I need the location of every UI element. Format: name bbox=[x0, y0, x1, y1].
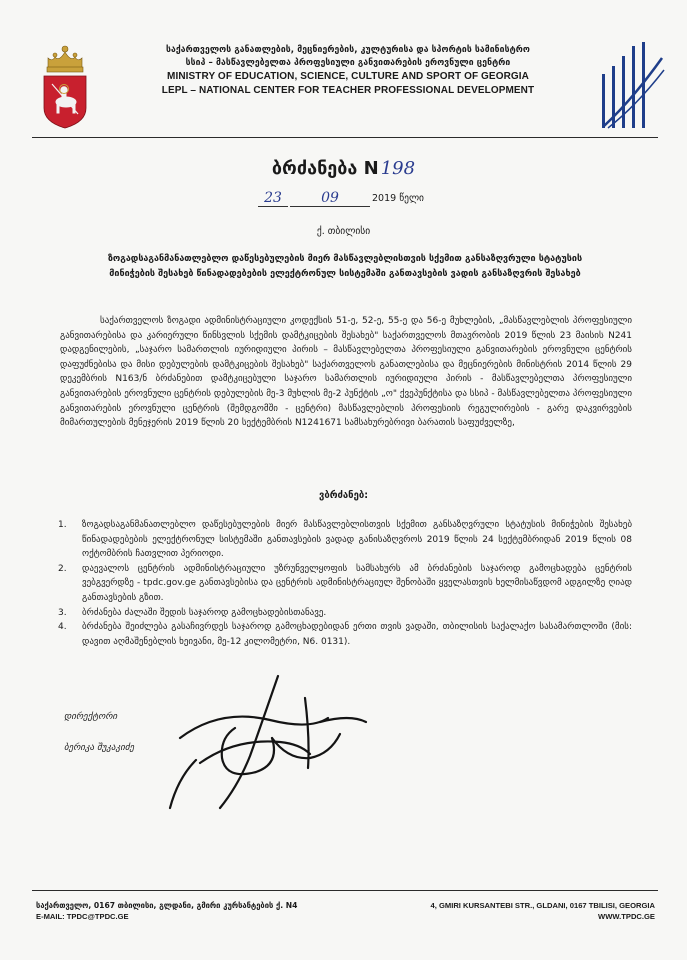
decree-item-number: 1. bbox=[58, 520, 67, 530]
decree-item-text: ბრძანება შეიძლება გასაჩივრდეს საჯაროდ გამოცხადებიდან ერთი თვის ვადაში, თბილისის საქალაქო სასამართლოში (მის: დავით აღმაშენებლის ხეივანი, მე-12 კილომეტრი, N6. 0131). bbox=[82, 622, 632, 647]
footer-address-en bbox=[431, 900, 655, 922]
signatory-role: დირექტორი bbox=[64, 712, 118, 722]
order-number: 198 bbox=[380, 158, 416, 179]
header-center-en: LEPL – NATIONAL CENTER FOR TEACHER PROFESSIONAL DEVELOPMENT bbox=[161, 85, 535, 96]
tpdc-logo-icon bbox=[596, 40, 666, 132]
decree-item bbox=[58, 518, 632, 562]
decree-item-number: 2. bbox=[58, 563, 67, 574]
decree-item-number: 3. bbox=[58, 607, 67, 618]
decree-item-text: ბრძანება ძალაში შედის საჯაროდ გამოცხადებისთანავე. bbox=[82, 607, 327, 618]
order-preamble bbox=[60, 314, 632, 431]
decree-item-text: დაევალოს ცენტრის ადმინისტრაციული უზრუნველყოფის სამსახურს ამ ბრძანების საჯაროდ გამოცხადება ცენტრის ვებგვერდზე - tpdc.gov.ge განთავსებისა და ცენტრის ადმინისტრაციულ შენობაში ყველასთვის ხელმისაწვდომ ადგილზე ღიად განთავსების გზით. bbox=[82, 563, 632, 603]
order-date-month: 09 bbox=[290, 190, 370, 207]
decree-item bbox=[58, 562, 632, 606]
decree-item-number: 4. bbox=[58, 622, 67, 633]
decree-item bbox=[58, 606, 632, 621]
coat-of-arms-icon bbox=[40, 38, 90, 130]
order-city: ქ. თბილისი bbox=[316, 226, 371, 237]
order-subject: ზოგადსაგანმანათლებლო დაწესებულების მიერ მასწავლებლისთვის სქემით განსაზღვრული სტატუსის მინიჭების შესახებ წინადადებების ელექტრონულ სისტემაში განთავსების ვადის განსაზღვრის შესახებ bbox=[107, 254, 583, 279]
footer-website: WWW.TPDC.GE bbox=[598, 912, 655, 921]
signatory-name: ბერიკა შუკაკიძე bbox=[64, 743, 135, 753]
order-date-day: 23 bbox=[258, 190, 288, 207]
footer-email: E-MAIL: TPDC@TPDC.GE bbox=[36, 912, 129, 921]
order-title-label: ბრძანება N bbox=[271, 158, 379, 179]
footer-address-ka bbox=[36, 900, 297, 922]
decree-label: ვბრძანებ: bbox=[318, 490, 368, 501]
decree-items bbox=[58, 518, 632, 649]
header-ministry-en: MINISTRY OF EDUCATION, SCIENCE, CULTURE AND SPORT OF GEORGIA bbox=[167, 71, 529, 82]
footer-address-line-en: 4, GMIRI KURSANTEBI STR., GLDANI, 0167 TBILISI, GEORGIA bbox=[430, 901, 655, 910]
order-date bbox=[0, 190, 687, 214]
order-date-year: 2019 წელი bbox=[372, 193, 424, 204]
header-center-ka: სსიპ – მასწავლებელთა პროფესიული განვითარების ეროვნული ცენტრი bbox=[185, 58, 511, 68]
header-divider bbox=[32, 137, 658, 138]
order-title bbox=[0, 158, 687, 179]
decree-item-text: ზოგადსაგანმანათლებლო დაწესებულების მიერ მასწავლებლისთვის სქემით განსაზღვრული სტატუსის მინიჭების შესახებ წინადადებების ელექტრონულ სისტემაში განთავსების ვადად განისაზღვროს 2019 წლის 24 სექტემბრიდან 2019 წლის 08 ოქტომბრის ჩათვლით პერიოდი. bbox=[82, 520, 632, 560]
preamble-text: საქართველოს ზოგადი ადმინისტრაციული კოდექსის 51-ე, 52-ე, 55-ე და 56-ე მუხლების, „მასწავლებლის პროფესიული განვითარებისა და კარიერული წინსვლის სქემის დამტკიცების შესახებ" საქართველოს მთავრობის 2019 წლის 23 მაისის N241 დადგენილების, „საჯარო სამართლის იურიდიული პირის – მასწავლებელთა პროფესიული განვითარების ეროვნული ცენტრის დაფუძნებისა და მისი დებულების დამტკიცების შესახებ" საქართველოს განათლებისა და მეცნიერების მინისტრის 2014 წლის 29 დეკემბრის N163/ნ ბრძანებით დამტკიცებული საჯარო სამართლის იურიდიული პირის - მასწავლებელთა პროფესიული განვითარების ეროვნული ცენტრის დებულების მე-3 მუხლის მე-2 პუნქტის „ო" ქვეპუნქტისა და სსიპ - მასწავლებელთა პროფესიული განვითარების ეროვნული ცენტრის (შემდგომში - ცენტრი) მასწავლებლის პროფესიის რეგულირების - გარე დაკვირვების მიმართულების მენეჯერის 2019 წლის 20 სექტემბრის N1241671 სამსახურებრივი ბარათის საფუძველზე, bbox=[60, 316, 632, 429]
header-ministry-ka: საქართველოს განათლების, მეცნიერების, კულტურისა და სპორტის სამინისტრო bbox=[166, 45, 530, 55]
footer-address-line: საქართველო, 0167 თბილისი, გლდანი, გმირი კურსანტების ქ. N4 bbox=[36, 901, 298, 910]
signature bbox=[160, 668, 390, 818]
institution-header bbox=[138, 44, 558, 98]
decree-item bbox=[58, 620, 632, 649]
footer-divider bbox=[32, 890, 658, 891]
